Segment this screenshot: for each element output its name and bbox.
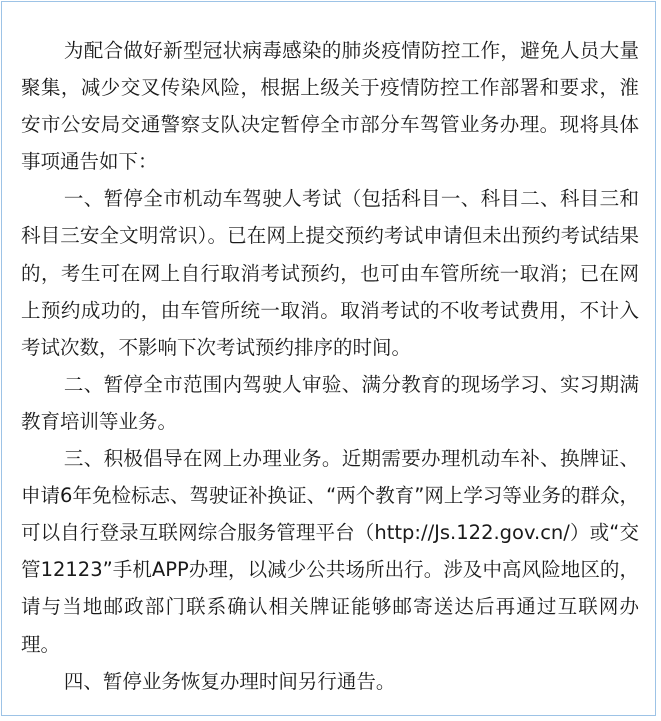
notice-item-4-paragraph: 四、暂停业务恢复办理时间另行通告。 <box>63 669 396 693</box>
notice-intro-paragraph: 为配合做好新型冠状病毒感染的肺炎疫情防控工作，避免人员大量聚集，减少交叉传染风险，根据上级关于疫情防控工作部署和要求，淮安市公安局交通警察支队决定暂停全市部分车驾管业务办理。现将具体事项通告如下： <box>21 39 639 174</box>
notice-item-2-paragraph: 二、暂停全市范围内驾驶人审验、满分教育的现场学习、实习期满教育培训等业务。 <box>21 372 639 433</box>
notice-item-1-paragraph: 一、暂停全市机动车驾驶人考试（包括科目一、科目二、科目三和科目三安全文明常识）。已在网上提交预约考试申请但未出预约考试结果的，考生可在网上自行取消考试预约，也可由车管所统一取消；已在网上预约成功的，由车管所统一取消。取消考试的不收考试费用，不计入考试次数，不影响下次考试预约排序的时间。 <box>21 187 639 359</box>
notice-item-3-paragraph: 三、积极倡导在网上办理业务。近期需要办理机动车补、换牌证、申请6年免检标志、驾驶证补换证、“两个教育”网上学习等业务的群众，可以自行登录互联网综合服务管理平台（http://Js.122.gov.cn/）或“交管12123”手机APP办理，以减少公共场所出行。涉及中高风险地区的，请与当地邮政部门联系确认相关牌证能够邮寄送达后再通过互联网办理。 <box>21 447 639 656</box>
notice-body <box>21 32 639 700</box>
